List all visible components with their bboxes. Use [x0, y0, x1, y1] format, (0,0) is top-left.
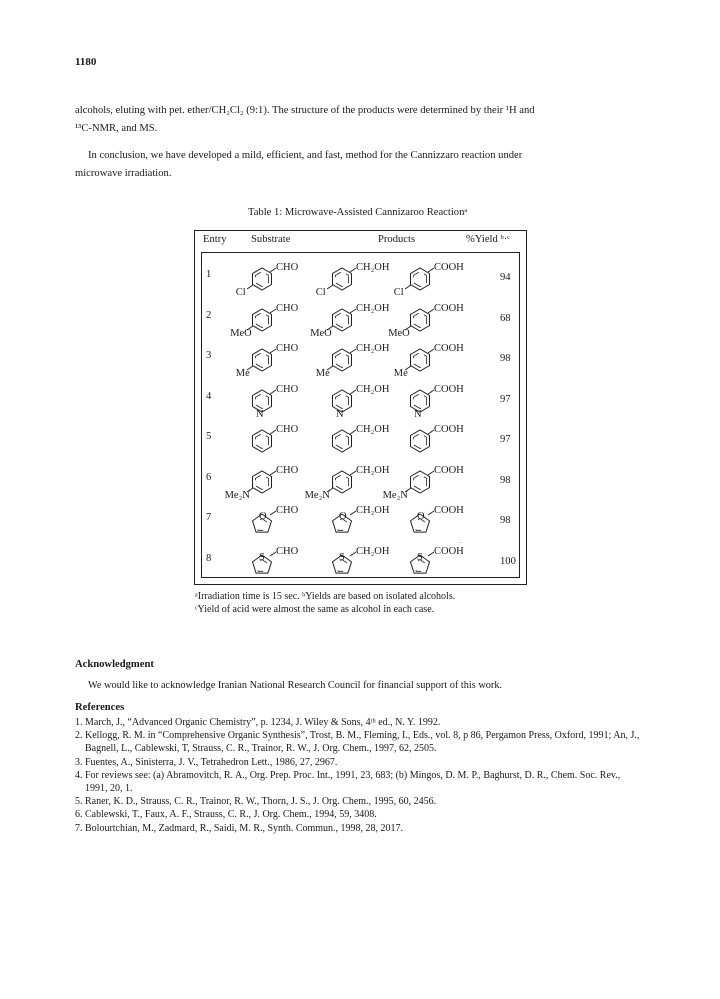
para-substituent-label: Me₂N: [382, 489, 408, 501]
substrate-structure: [220, 460, 300, 500]
yield-value: 97: [500, 393, 511, 405]
reference-item: 3. Fuentes, A., Sinisterra, J. V., Tetrahedron Lett., 1986, 27, 2967.: [75, 756, 338, 768]
footnote: ᶜYield of acid were almost the same as alcohol in each case.: [195, 604, 435, 615]
acid-structure: [378, 257, 464, 298]
alcohol-structure: [300, 541, 390, 581]
para-substituent-label: Cl: [393, 287, 404, 298]
reference-item: 6. Cablewski, T., Faux, A. F., Strauss, C. R., J. Org. Chem., 1994, 59, 3408.: [75, 809, 377, 821]
functional-group-label: COOH: [434, 383, 464, 395]
header-entry: Entry: [203, 234, 227, 245]
substrate-structure: [220, 338, 300, 378]
heteroatom-label: S: [339, 551, 345, 563]
substrate-structure: [220, 500, 300, 540]
functional-group-label: CH₂OH: [356, 262, 390, 273]
functional-group-label: CHO: [276, 302, 299, 314]
entry-number: 3: [206, 350, 212, 361]
alcohol-structure: [300, 500, 390, 540]
yield-value: 94: [500, 272, 511, 283]
ring-double-bond: [256, 312, 269, 327]
functional-group-label: CHO: [276, 343, 299, 354]
ring-double-bond: [256, 393, 269, 408]
heteroatom-label: N: [256, 408, 264, 420]
ring-double-bond: [414, 272, 427, 287]
functional-group-label: COOH: [434, 343, 464, 354]
ring-double-bond: [256, 272, 269, 287]
footnote: ᵃIrradiation time is 15 sec. ᵇYields are based on isolated alcohols.: [195, 591, 456, 602]
entry-number: 4: [206, 390, 212, 402]
reference-item: 1. March, J., “Advanced Organic Chemistry”, p. 1234, J. Wiley & Sons, 4ᵗʰ ed., N. Y. 1992.: [75, 717, 441, 728]
acid-structure: [378, 379, 464, 420]
functional-group-label: CH₂OH: [356, 343, 390, 354]
entry-number: 7: [206, 512, 212, 523]
functional-group-label: CH₂OH: [356, 383, 390, 395]
functional-group-label: CHO: [276, 262, 299, 273]
alcohol-structure: [300, 419, 390, 459]
acid-structure: [378, 541, 464, 581]
functional-group-label: CHO: [276, 424, 299, 435]
paragraph-line: In conclusion, we have developed a mild, efficient, and fast, method for the Cannizzaro reaction under: [88, 150, 523, 161]
yield-value: 97: [500, 434, 511, 445]
functional-group-label: COOH: [434, 302, 464, 314]
ring-double-bond: [414, 393, 427, 408]
functional-group-label: CH₂OH: [356, 464, 390, 476]
ring-double-bond: [414, 434, 427, 449]
speck: [460, 542, 461, 543]
yield-value: 68: [500, 312, 511, 324]
ring-double-bond: [256, 474, 269, 489]
heteroatom-label: O: [259, 511, 267, 522]
yield-value: 98: [500, 353, 511, 364]
substrate-structure: [220, 298, 300, 338]
ring-double-bond: [336, 434, 349, 449]
heteroatom-label: N: [336, 408, 344, 420]
para-substituent-label: Me₂N: [304, 489, 330, 501]
para-bond: [327, 285, 333, 289]
functional-group-label: CHO: [276, 505, 299, 516]
table-header: [195, 231, 526, 251]
ring-double-bond: [336, 272, 349, 287]
entry-number: 5: [206, 431, 212, 442]
functional-group-label: CH₂OH: [356, 545, 390, 557]
page-number: 1180: [75, 56, 97, 68]
entry-number: 2: [206, 309, 212, 321]
header-products: Products: [378, 234, 416, 245]
substrate-structure: [220, 257, 300, 297]
ring-double-bond: [414, 474, 427, 489]
header-yield: %Yield ᵇ·ᶜ: [466, 234, 510, 245]
para-substituent-label: MeO: [230, 327, 252, 339]
header-substrate: Substrate: [251, 234, 291, 245]
ring-double-bond: [336, 474, 349, 489]
functional-group-label: COOH: [434, 464, 464, 476]
alcohol-structure: [300, 298, 390, 339]
ring-double-bond: [256, 434, 269, 449]
entry-number: 1: [206, 269, 212, 280]
ring-double-bond: [336, 312, 349, 327]
references-heading: References: [75, 702, 125, 713]
functional-group-label: COOH: [434, 545, 464, 557]
heteroatom-label: S: [259, 551, 265, 563]
ring-double-bond: [336, 353, 349, 368]
yield-value: 98: [500, 474, 511, 486]
paragraph-line: microwave irradiation.: [75, 168, 172, 179]
entry-number: 6: [206, 471, 212, 483]
paragraph-line: alcohols, eluting with pet. ether/CH₂Cl₂ (9:1). The structure of the products were determined by their ¹H and: [75, 105, 535, 116]
ring-double-bond: [336, 393, 349, 408]
reference-item: 5. Raner, K. D., Strauss, C. R., Trainor, R. W., Thorn, J. S., J. Org. Chem., 1995, 60, 2456.: [75, 796, 437, 808]
functional-group-label: COOH: [434, 505, 464, 516]
para-substituent-label: Cl: [235, 287, 246, 298]
functional-group-label: CH₂OH: [356, 302, 390, 314]
references-list: [75, 716, 645, 835]
acid-structure: [378, 298, 464, 339]
para-substituent-label: MeO: [388, 327, 410, 339]
acknowledgment-text: We would like to acknowledge Iranian National Research Council for financial support of this work.: [88, 680, 503, 691]
functional-group-label: CH₂OH: [356, 424, 390, 435]
acknowledgment-heading: Acknowledgment: [75, 659, 154, 670]
heteroatom-label: O: [339, 511, 347, 522]
functional-group-label: CHO: [276, 383, 299, 395]
paragraph-line: ¹³C-NMR, and MS.: [75, 123, 158, 134]
para-substituent-label: Me: [315, 368, 330, 379]
substrate-structure: [220, 419, 300, 459]
heteroatom-label: N: [414, 408, 422, 420]
reaction-table: [194, 230, 527, 585]
yield-value: 100: [500, 555, 516, 567]
para-substituent-label: MeO: [310, 327, 332, 339]
ring-double-bond: [414, 353, 427, 368]
functional-group-label: CHO: [276, 464, 299, 476]
heteroatom-label: O: [417, 511, 425, 522]
ring-double-bond: [414, 312, 427, 327]
ring-double-bond: [256, 353, 269, 368]
entry-number: 8: [206, 552, 212, 564]
para-substituent-label: Cl: [315, 287, 326, 298]
acid-structure: [378, 338, 464, 379]
alcohol-structure: [300, 338, 390, 379]
functional-group-label: CH₂OH: [356, 505, 390, 516]
table-caption: Table 1: Microwave-Assisted Cannizaroo Reactionᵃ: [248, 207, 468, 218]
heteroatom-label: S: [417, 551, 423, 563]
acid-structure: [378, 460, 464, 501]
substrate-structure: [220, 541, 300, 581]
reference-item: 4. For reviews see: (a) Abramovitch, R. A., Org. Prep. Proc. Int., 1991, 23, 683; (b) Mingos, D. M. P., Baghurst, D. R., Chem. Soc. Rev., 1991, 20, 1.: [75, 769, 621, 795]
functional-group-label: CHO: [276, 545, 299, 557]
para-substituent-label: Me₂N: [224, 489, 250, 501]
alcohol-structure: [300, 257, 390, 298]
alcohol-structure: [300, 379, 390, 420]
yield-value: 98: [500, 515, 511, 526]
reference-item: 7. Bolourtchian, M., Zadmard, R., Saidi, M. R., Synth. Commun., 1998, 28, 2017.: [75, 822, 404, 834]
substrate-structure: [220, 379, 300, 419]
table-body: [201, 252, 520, 578]
para-bond: [405, 285, 411, 289]
acid-structure: [378, 500, 464, 540]
functional-group-label: COOH: [434, 424, 464, 435]
reference-item: 2. Kellogg, R. M. in “Comprehensive Organic Synthesis”, Trost, B. M., Fleming, I., Eds., vol. 8, p 86, Pergamon Press, Oxford, 1991; An, J., Bagnell, L., Cablewski, T, Strauss, C. R., Trainor, R. W., J. Org. Chem., 1997, 62, 2505.: [75, 730, 640, 755]
para-substituent-label: Me: [235, 368, 250, 379]
acid-structure: [378, 419, 464, 459]
alcohol-structure: [300, 460, 390, 501]
functional-group-label: COOH: [434, 262, 464, 273]
para-bond: [247, 285, 253, 289]
para-substituent-label: Me: [393, 368, 408, 379]
